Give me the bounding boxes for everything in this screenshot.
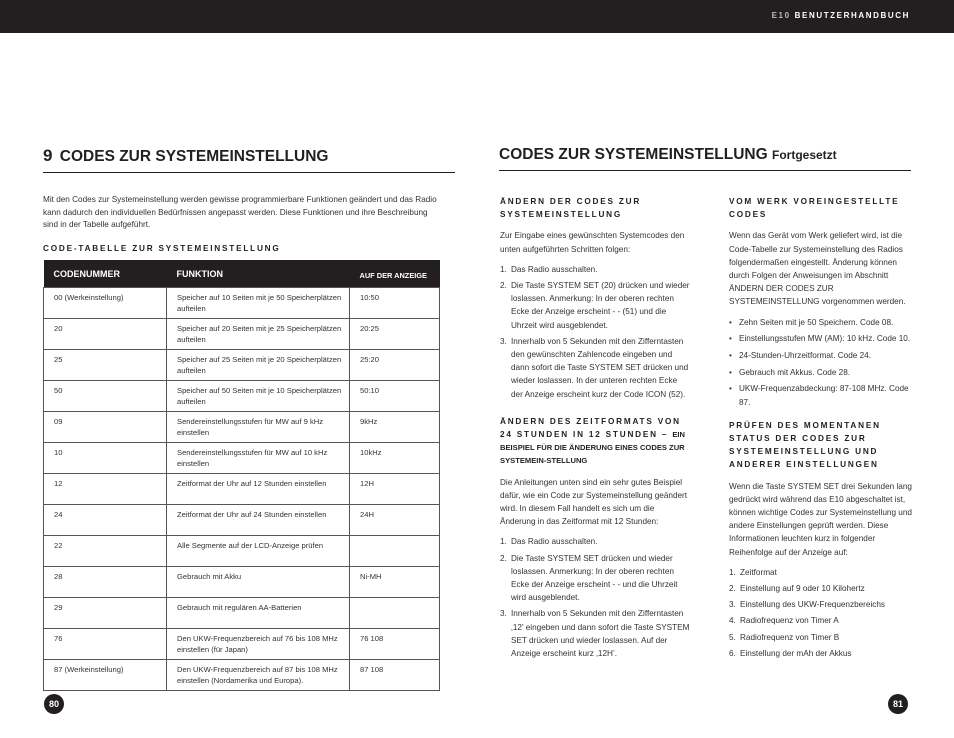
step-text: Innerhalb von 5 Sekunden mit den Zifferntasten den gewünschten Zahlencode eingeben und dann sofort die Taste SYSTEM SET drücken und wieder loslassen. In der unteren rechten Ecke der Anzeige erscheint kurz der Code ICON (52). xyxy=(511,336,689,399)
step-text: Einstellung der mAh der Akkus xyxy=(740,648,852,658)
table-row xyxy=(44,319,440,350)
table-row xyxy=(44,660,440,691)
function-cell: Zeitformat der Uhr auf 12 Stunden einstellen xyxy=(167,474,350,505)
display-cell: 10kHz xyxy=(350,443,440,474)
manual-label: BENUTZERHANDBUCH xyxy=(794,11,910,20)
code-cell: 12 xyxy=(44,474,167,505)
step-item xyxy=(729,566,915,579)
code-cell: 28 xyxy=(44,567,167,598)
code-cell: 24 xyxy=(44,505,167,536)
heading-time-format-main: ÄNDERN DES ZEITFORMATS VON 24 STUNDEN IN 12 STUNDEN – xyxy=(500,416,681,440)
header-display: AUF DER ANZEIGE xyxy=(350,260,440,288)
display-cell: 9kHz xyxy=(350,412,440,443)
step-text: Die Taste SYSTEM SET (20) drücken und wieder loslassen. Anmerkung: In der oberen rechten Ecke der Anzeige erscheint - - (51) und die Uhrzeit wird ausgeblendet. xyxy=(511,281,690,330)
table-row xyxy=(44,381,440,412)
step-item xyxy=(729,598,915,611)
bullet-item: • Gebrauch mit Akkus. Code 28. xyxy=(729,366,915,379)
code-cell: 87 (Werkeinstellung) xyxy=(44,660,167,691)
heading-time-format-sub: EIN BEISPIEL FÜR DIE ÄNDERUNG EINES CODES ZUR SYSTEMEIN-STELLUNG xyxy=(500,430,686,466)
manual-title xyxy=(772,11,910,20)
function-cell: Zeitformat der Uhr auf 24 Stunden einstellen xyxy=(167,505,350,536)
right-page-title xyxy=(499,146,911,171)
table-row xyxy=(44,505,440,536)
step-number: 3. xyxy=(729,600,736,610)
check-status-intro: Wenn die Taste SYSTEM SET drei Sekunden lang gedrückt wird während das E10 abgeschaltet ist, können wichtige Codes zur Systemeinstellung und andere Einstellungen geprüft werden. Diese Informationen leuchten kurz in folgender Reihenfolge auf der Anzeige auf: xyxy=(729,481,912,557)
table-row xyxy=(44,474,440,505)
continued-label: Fortgesetzt xyxy=(772,148,837,162)
heading-check-status: PRÜFEN DES MOMENTANEN STATUS DER CODES ZUR SYSTEMEINSTELLUNG UND ANDERER EINSTELLUNGEN xyxy=(729,420,881,470)
step-number: 6. xyxy=(729,648,736,658)
code-cell: 00 (Werkeinstellung) xyxy=(44,288,167,319)
code-cell: 20 xyxy=(44,319,167,350)
display-cell xyxy=(350,536,440,567)
time-format-steps xyxy=(500,535,690,660)
function-cell: Den UKW-Frequenzbereich auf 76 bis 108 MHz einstellen (für Japan) xyxy=(167,629,350,660)
step-text: Das Radio ausschalten. xyxy=(511,537,598,547)
table-row xyxy=(44,629,440,660)
display-cell: 50:10 xyxy=(350,381,440,412)
step-number: 1. xyxy=(729,567,736,577)
display-cell xyxy=(350,598,440,629)
table-title: CODE-TABELLE ZUR SYSTEMEINSTELLUNG xyxy=(43,244,281,253)
step-text: Zeitformat xyxy=(740,567,777,577)
step-number: 5. xyxy=(729,632,736,642)
code-table xyxy=(43,260,440,691)
heading-factory-codes: VOM WERK VOREINGESTELLTE CODES xyxy=(729,197,900,220)
model-name: E10 xyxy=(771,11,791,20)
step-text: Einstellung des UKW-Frequenzbereichs xyxy=(740,600,886,610)
page-number-left: 80 xyxy=(44,694,64,714)
section-number: 9 xyxy=(43,146,53,165)
section-title: CODES ZUR SYSTEMEINSTELLUNG xyxy=(59,148,329,165)
table-row xyxy=(44,536,440,567)
heading-change-codes: ÄNDERN DER CODES ZUR SYSTEMEINSTELLUNG xyxy=(500,197,642,220)
header-code: CODENUMMER xyxy=(44,260,167,288)
code-cell: 50 xyxy=(44,381,167,412)
step-text: Innerhalb von 5 Sekunden mit den Zifferntasten ‚12’ eingeben und dann sofort die Taste SYSTEM SET drücken und wieder loslassen. Auf der Anzeige erscheint kurz ‚12H’. xyxy=(511,609,690,659)
step-number: 4. xyxy=(729,616,736,626)
left-page-title xyxy=(43,146,455,173)
function-cell: Gebrauch mit Akku xyxy=(167,567,350,598)
step-number: 1. xyxy=(500,537,507,547)
step-item xyxy=(729,582,915,595)
step-number: 2. xyxy=(729,584,736,594)
display-cell: 20:25 xyxy=(350,319,440,350)
step-number: 2. xyxy=(500,281,507,291)
right-column-1 xyxy=(500,195,690,674)
step-item xyxy=(500,535,690,548)
page-number-right: 81 xyxy=(888,694,908,714)
function-cell: Alle Segmente auf der LCD-Anzeige prüfen xyxy=(167,536,350,567)
step-number: 3. xyxy=(500,336,507,346)
step-item xyxy=(729,647,915,660)
function-cell: Gebrauch mit regulären AA-Batterien xyxy=(167,598,350,629)
step-number: 3. xyxy=(500,609,507,619)
change-codes-steps xyxy=(500,263,690,401)
code-cell: 10 xyxy=(44,443,167,474)
display-cell: 87 108 xyxy=(350,660,440,691)
step-number: 1. xyxy=(500,264,507,274)
step-item xyxy=(729,631,915,644)
step-text: Einstellung auf 9 oder 10 Kilohertz xyxy=(740,584,865,594)
table-row xyxy=(44,567,440,598)
code-cell: 29 xyxy=(44,598,167,629)
factory-codes-list xyxy=(729,316,915,409)
display-cell: 12H xyxy=(350,474,440,505)
table-row xyxy=(44,598,440,629)
header-bar xyxy=(0,0,954,33)
display-cell: 25:20 xyxy=(350,350,440,381)
display-cell: Ni-MH xyxy=(350,567,440,598)
step-item xyxy=(500,607,690,660)
check-status-steps xyxy=(729,566,915,660)
bullet-item: • UKW-Frequenzabdeckung: 87-108 MHz. Code 87. xyxy=(729,382,915,408)
display-cell: 24H xyxy=(350,505,440,536)
table-row xyxy=(44,288,440,319)
code-cell: 76 xyxy=(44,629,167,660)
code-cell: 22 xyxy=(44,536,167,567)
function-cell: Sendereinstellungsstufen für MW auf 10 kHz einstellen xyxy=(167,443,350,474)
code-cell: 09 xyxy=(44,412,167,443)
step-text: Radiofrequenz von Timer B xyxy=(740,632,840,642)
table-row xyxy=(44,412,440,443)
step-text: Das Radio ausschalten. xyxy=(511,264,598,274)
display-cell: 76 108 xyxy=(350,629,440,660)
display-cell: 10:50 xyxy=(350,288,440,319)
table-row xyxy=(44,443,440,474)
heading-time-format xyxy=(500,415,690,468)
function-cell: Speicher auf 20 Seiten mit je 25 Speicherplätzen aufteilen xyxy=(167,319,350,350)
factory-codes-intro: Wenn das Gerät vom Werk geliefert wird, ist die Code-Tabelle zur Systemeinstellung des Radios folgendermaßen eingestellt. Änderung können durch Folgen der Anweisungen im Abschnitt ÄNDERN DER CODES ZUR SYSTEMEINSTELLUNG vorgenommen werden. xyxy=(729,231,906,307)
bullet-item: • Einstellungsstufen MW (AM): 10 kHz. Code 10. xyxy=(729,332,915,345)
step-item xyxy=(500,552,690,605)
step-item xyxy=(729,614,915,627)
function-cell: Den UKW-Frequenzbereich auf 87 bis 108 MHz einstellen (Nordamerika und Europa). xyxy=(167,660,350,691)
intro-paragraph: Mit den Codes zur Systemeinstellung werden gewisse programmierbare Funktionen geändert und das Radio kann dadurch den individuellen Bedürfnissen angepasst werden. Diese Funktionen und ihre Beschreibung sind in der Tabelle aufgeführt. xyxy=(43,195,437,230)
bullet-item: • 24-Stunden-Uhrzeitformat. Code 24. xyxy=(729,349,915,362)
step-item xyxy=(500,279,690,332)
step-text: Die Taste SYSTEM SET drücken und wieder loslassen. Anmerkung: In der oberen rechten Ecke der Anzeige erscheint - - und die Uhrzeit wird ausgeblendet. xyxy=(511,553,678,603)
code-cell: 25 xyxy=(44,350,167,381)
change-codes-intro: Zur Eingabe eines gewünschten Systemcodes den unten aufgeführten Schritten folgen: xyxy=(500,231,685,254)
step-number: 2. xyxy=(500,553,507,563)
table-header-row xyxy=(44,260,440,288)
right-column-2 xyxy=(729,195,915,674)
step-item xyxy=(500,335,690,401)
table-row xyxy=(44,350,440,381)
header-function: FUNKTION xyxy=(167,260,350,288)
function-cell: Speicher auf 50 Seiten mit je 10 Speicherplätzen aufteilen xyxy=(167,381,350,412)
bullet-item: • Zehn Seiten mit je 50 Speichern. Code 08. xyxy=(729,316,915,329)
step-item xyxy=(500,263,690,276)
function-cell: Sendereinstellungsstufen für MW auf 9 kHz einstellen xyxy=(167,412,350,443)
step-text: Radiofrequenz von Timer A xyxy=(740,616,839,626)
function-cell: Speicher auf 25 Seiten mit je 20 Speicherplätzen aufteilen xyxy=(167,350,350,381)
function-cell: Speicher auf 10 Seiten mit je 50 Speicherplätzen aufteilen xyxy=(167,288,350,319)
right-section-title: CODES ZUR SYSTEMEINSTELLUNG xyxy=(499,146,768,163)
time-format-intro: Die Anleitungen unten sind ein sehr gutes Beispiel dafür, wie ein Code zur Systemeinstellung geändert wird. In diesem Fall handelt es sich um die Änderung in das Zeitformat mit 12 Stunden: xyxy=(500,477,688,527)
